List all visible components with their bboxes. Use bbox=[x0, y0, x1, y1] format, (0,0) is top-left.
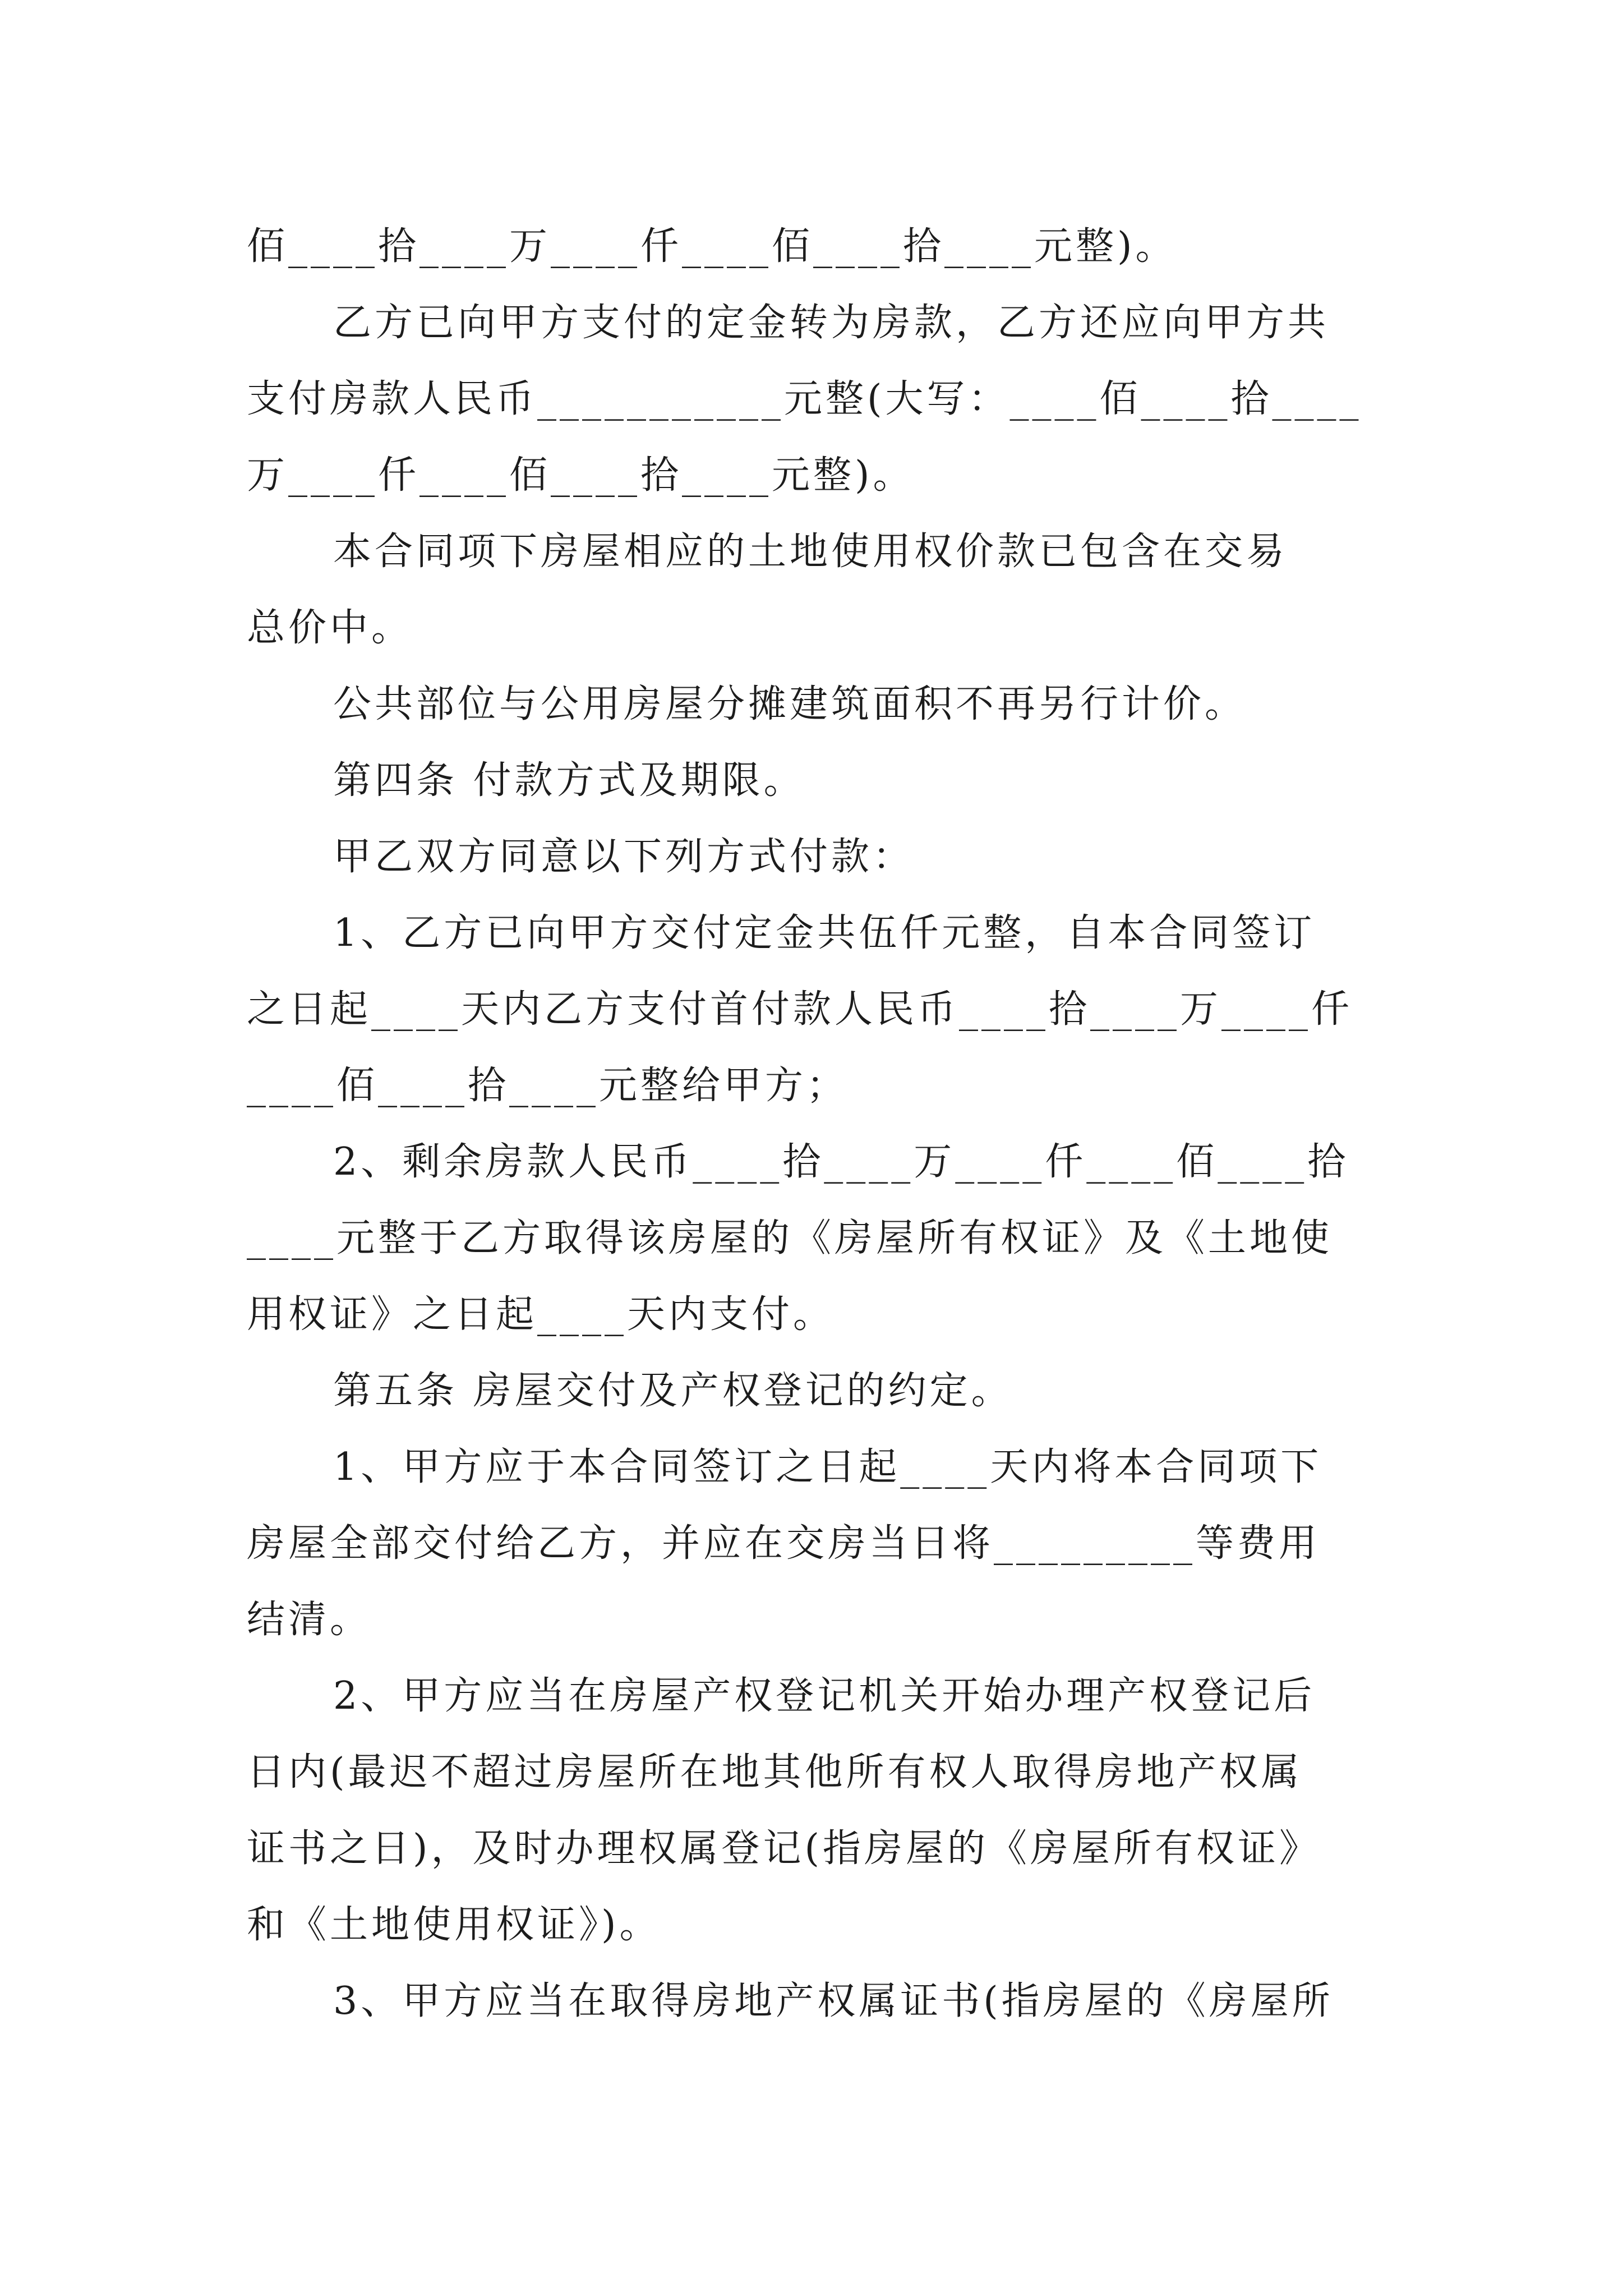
text-line-9: 甲乙双方同意以下列方式付款： bbox=[333, 835, 915, 879]
text-line-12: ____佰____拾____元整给甲方； bbox=[247, 1064, 849, 1108]
text-line-17: 1、甲方应于本合同签订之日起____天内将本合同项下 bbox=[333, 1445, 1322, 1489]
text-line-13: 2、剩余房款人民币____拾____万____仟____佰____拾 bbox=[333, 1140, 1349, 1184]
text-line-1: 佰____拾____万____仟____佰____拾____元整)。 bbox=[247, 224, 1177, 269]
text-line-23: 和《土地使用权证》)。 bbox=[247, 1903, 661, 1947]
section-heading-article-4: 第四条 付款方式及期限。 bbox=[333, 758, 805, 803]
text-line-7: 公共部位与公用房屋分摊建筑面积不再另行计价。 bbox=[333, 682, 1247, 726]
section-heading-article-5: 第五条 房屋交付及产权登记的约定。 bbox=[333, 1369, 1013, 1413]
contract-text bbox=[247, 209, 1391, 2040]
text-line-20: 2、甲方应当在房屋产权登记机关开始办理产权登记后 bbox=[333, 1674, 1316, 1718]
text-line-11: 之日起____天内乙方支付首付款人民币____拾____万____仟 bbox=[247, 987, 1353, 1032]
text-line-2: 乙方已向甲方支付的定金转为房款，乙方还应向甲方共 bbox=[333, 301, 1330, 345]
text-line-19: 结清。 bbox=[247, 1598, 372, 1642]
text-line-18: 房屋全部交付给乙方，并应在交房当日将_________等费用 bbox=[247, 1521, 1321, 1566]
text-line-6: 总价中。 bbox=[247, 606, 413, 650]
text-line-24: 3、甲方应当在取得房地产权属证书(指房屋的《房屋所 bbox=[333, 1979, 1334, 2023]
text-line-5: 本合同项下房屋相应的土地使用权价款已包含在交易 bbox=[333, 530, 1288, 574]
text-line-15: 用权证》之日起____天内支付。 bbox=[247, 1292, 835, 1337]
text-line-21: 日内(最迟不超过房屋所在地其他所有权人取得房地产权属 bbox=[247, 1750, 1303, 1795]
text-line-4: 万____仟____佰____拾____元整)。 bbox=[247, 453, 915, 498]
text-line-22: 证书之日)，及时办理权属登记(指房屋的《房屋所有权证》 bbox=[247, 1826, 1321, 1871]
text-line-3: 支付房款人民币___________元整(大写：____佰____拾____ bbox=[247, 377, 1362, 421]
text-line-10: 1、乙方已向甲方交付定金共伍仟元整，自本合同签订 bbox=[333, 911, 1316, 955]
text-line-14: ____元整于乙方取得该房屋的《房屋所有权证》及《土地使 bbox=[247, 1216, 1333, 1260]
